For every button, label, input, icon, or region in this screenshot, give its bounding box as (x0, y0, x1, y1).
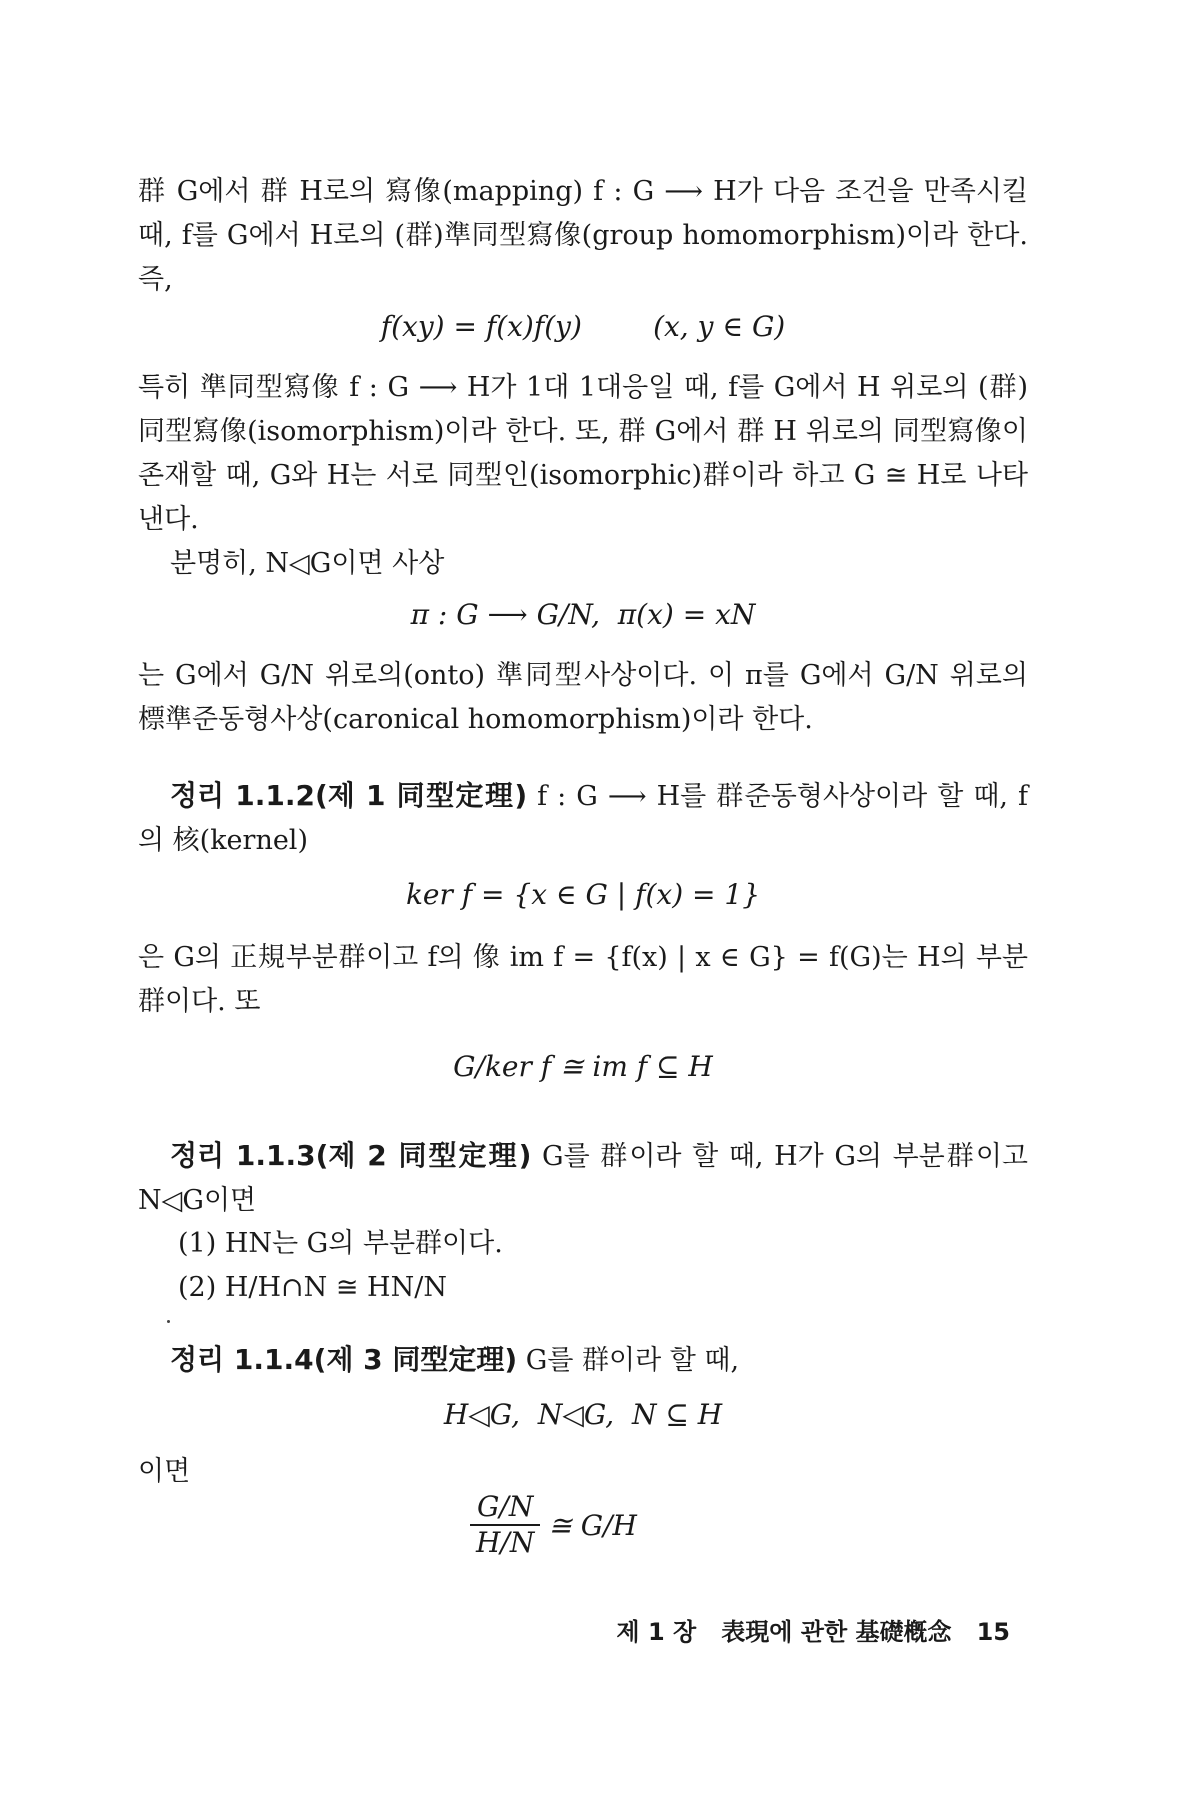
theorem-1-1-4-heading: 정리 1.1.4(제 3 同型定理) (170, 1343, 518, 1376)
paragraph-homomorphism-definition: 群 G에서 群 H로의 寫像(mapping) f : G ⟶ H가 다음 조건을 만족시킬 때, f를 G에서 H로의 (群)準同型寫像(group homomorphism)이라 한다. 즉, (138, 176, 1028, 295)
theorem-1-1-4 (138, 1338, 1028, 1383)
theorem-1-1-3-heading: 정리 1.1.3(제 2 同型定理) (170, 1139, 532, 1172)
paragraph-if: 이면 (138, 1456, 191, 1487)
fraction-denominator: H/N (470, 1524, 540, 1560)
paragraph-kernel-image: 은 G의 正規부분群이고 f의 像 im f = {f(x) | x ∈ G} = f(G)는 H의 부분群이다. 또 (138, 942, 1028, 1017)
paragraph-isomorphism-definition: 특히 準同型寫像 f : G ⟶ H가 1대 1대응일 때, f를 G에서 H 위로의 (群)同型寫像(isomorphism)이라 한다. 또, 群 G에서 群 H 위로의 同型寫像이 존재할 때, G와 H는 서로 同型인(isomorphic)群이라 하고 G ≅ H로 나타낸다. (138, 372, 1028, 535)
theorem-1-1-3 (138, 1134, 1028, 1223)
theorem-1-1-2 (138, 774, 1028, 863)
paragraph-canonical-homomorphism: 는 G에서 G/N 위로의(onto) 準同型사상이다. 이 π를 G에서 G/N 위로의 標準준동형사상(caronical homomorphism)이라 한다. (138, 660, 1028, 735)
theorem-1-1-4-body: G를 群이라 할 때, (517, 1345, 740, 1376)
page-footer: 제 1 장 表現에 관한 基礎槪念 15 (616, 1618, 1010, 1646)
fraction-rhs: ≅ G/H (548, 1508, 637, 1542)
theorem-1-1-3-body: G를 群이라 할 때, H가 G의 부분群이고 N◁G이면 (138, 1141, 1028, 1216)
theorem-1-1-2-heading: 정리 1.1.2(제 1 同型定理) (170, 779, 528, 812)
equation-third-isomorphism (470, 1490, 637, 1560)
equation-homomorphism: f(xy) = f(x)f(y) (x, y ∈ G) (380, 310, 786, 343)
fraction-numerator: G/N (477, 1490, 534, 1523)
paragraph-normal-subgroup-map: 분명히, N◁G이면 사상 (170, 548, 445, 579)
equation-first-isomorphism: G/ker f ≅ im f ⊆ H (453, 1050, 713, 1083)
fraction (470, 1490, 540, 1560)
equation-third-isomorphism-conditions: H◁G, N◁G, N ⊆ H (443, 1398, 723, 1431)
list-item-2: (2) H/H∩N ≅ HN/N (178, 1272, 447, 1303)
equation-kernel: ker f = {x ∈ G | f(x) = 1} (405, 878, 761, 911)
equation-canonical-map: π : G ⟶ G/N, π(x) = xN (410, 598, 756, 631)
stray-dot (167, 1320, 170, 1323)
theorem-1-1-2-body: f : G ⟶ H를 群준동형사상이라 할 때, f의 核(kernel) (138, 781, 1028, 856)
list-item-1: (1) HN는 G의 부분群이다. (178, 1228, 503, 1259)
